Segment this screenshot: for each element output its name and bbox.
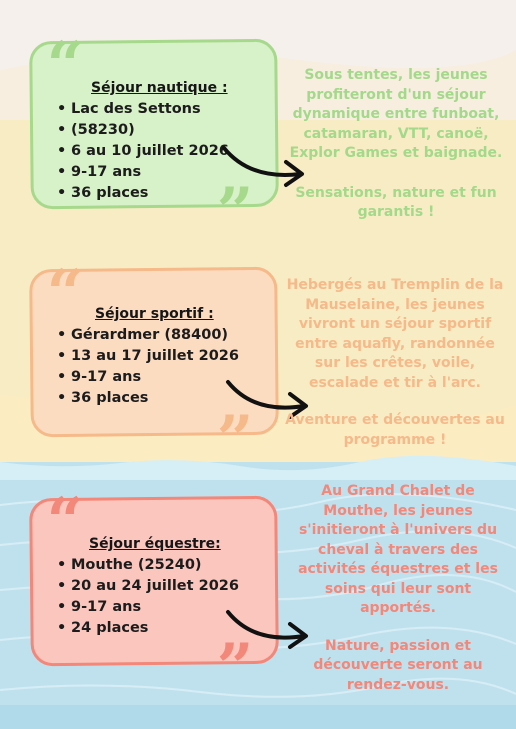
open-quote-icon: “	[46, 256, 84, 331]
tagline-text: Aventure et découvertes au programme !	[285, 412, 505, 448]
info-item-postcode: • (58230)	[57, 120, 257, 141]
sejour-title: Séjour sportif :	[95, 306, 214, 322]
sejour-title: Séjour nautique :	[91, 80, 228, 96]
sejour-title: Séjour équestre:	[89, 536, 221, 552]
info-item-age: • 9-17 ans	[57, 597, 267, 618]
info-item-age: • 9-17 ans	[57, 162, 257, 183]
info-item-places: • 36 places	[57, 388, 267, 409]
info-item-dates: • 6 au 10 juillet 2026	[57, 141, 257, 162]
description-equestre	[290, 482, 506, 695]
close-quote-icon: ”	[216, 630, 254, 705]
description-text: Sous tentes, les jeunes profiteront d'un séjour dynamique entre funboat, catamaran, VTT, canoë, Explor Games et baignade.	[289, 67, 503, 161]
info-item-age: • 9-17 ans	[57, 367, 267, 388]
description-text: Hebergés au Tremplin de la Mauselaine, les jeunes vivront un séjour sportif entre aquafly, randonnée sur les crêtes, voile, escalade et tir à l'arc.	[286, 277, 504, 391]
description-nautique	[284, 66, 508, 223]
open-quote-icon: “	[46, 28, 84, 103]
open-quote-icon: “	[46, 484, 84, 559]
info-item-places: • 24 places	[57, 618, 267, 639]
close-quote-icon: ”	[216, 402, 254, 477]
description-sportif	[282, 276, 508, 450]
tagline-text: Nature, passion et découverte seront au rendez-vous.	[313, 637, 483, 693]
info-item-place: • Lac des Settons	[57, 99, 257, 120]
close-quote-icon: ”	[216, 174, 254, 249]
info-item-dates: • 13 au 17 juillet 2026	[57, 346, 267, 367]
info-item-dates: • 20 au 24 juillet 2026	[57, 576, 267, 597]
info-item-places: • 36 places	[57, 183, 257, 204]
description-text: Au Grand Chalet de Mouthe, les jeunes s'initieront à l'univers du cheval à travers des activités équestres et les soins qui leur sont apportés.	[298, 483, 498, 616]
info-item-place: • Gérardmer (88400)	[57, 325, 267, 346]
info-item-place: • Mouthe (25240)	[57, 555, 267, 576]
tagline-text: Sensations, nature et fun garantis !	[295, 184, 497, 220]
